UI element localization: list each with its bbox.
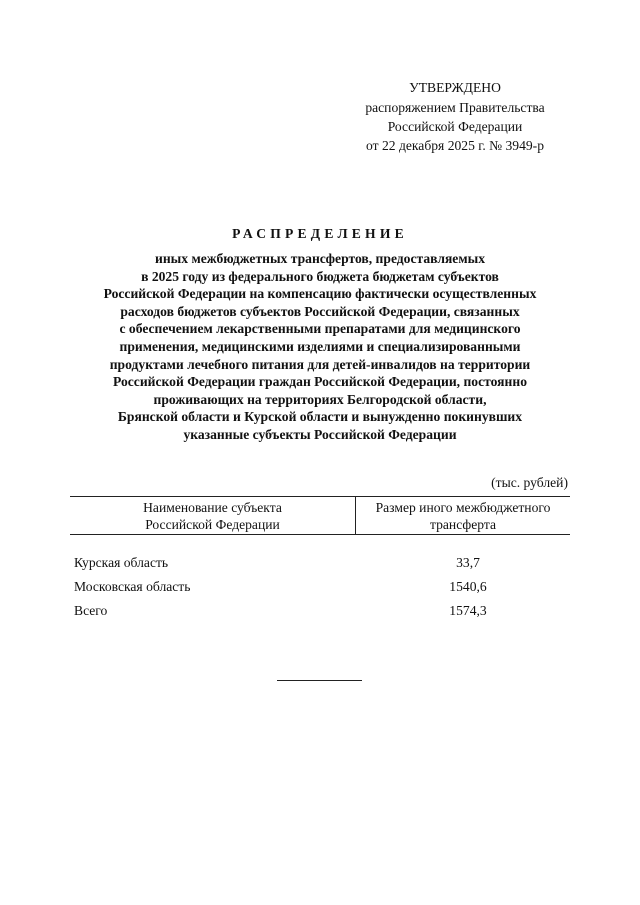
subtitle-line: проживающих на территориях Белгородской области, — [153, 391, 487, 407]
subtitle-line: указанные субъекты Российской Федерации — [183, 426, 457, 442]
row-amount: 1540,6 — [449, 579, 487, 594]
end-divider — [277, 680, 362, 681]
subtitle-line: Брянской области и Курской области и вынужденно покинувших — [117, 409, 523, 425]
document-subtitle — [60, 250, 580, 444]
approval-line: распоряжением Правительства — [365, 100, 545, 115]
row-amount: 1574,3 — [449, 603, 487, 618]
table-row — [70, 551, 570, 575]
distribution-table — [70, 496, 570, 623]
subtitle-line: с обеспечением лекарственными препаратами для медицинского — [119, 321, 521, 337]
subtitle-line: расходов бюджетов субъектов Российской Федерации, связанных — [120, 303, 520, 319]
subtitle-line: продуктами лечебного питания для детей-инвалидов на территории — [109, 356, 531, 372]
row-subject-name: Московская область — [74, 579, 191, 594]
approval-stamp — [340, 78, 570, 155]
row-subject-name: Курская область — [74, 555, 169, 570]
subtitle-line: применения, медицинскими изделиями и специализированными — [119, 338, 521, 354]
document-title: РАСПРЕДЕЛЕНИЕ — [232, 226, 408, 241]
table-header — [70, 496, 570, 535]
subtitle-line: Российской Федерации на компенсацию фактически осуществленных — [103, 286, 537, 302]
row-amount: 33,7 — [456, 555, 480, 570]
header-subject-name: Наименование субъекта Российской Федерации — [70, 497, 356, 534]
table-row — [70, 575, 570, 599]
table-row-total — [70, 599, 570, 623]
approval-line: от 22 декабря 2025 г. № 3949-р — [366, 138, 544, 153]
header-transfer-amount: Размер иного межбюджетного трансферта — [375, 500, 551, 532]
subtitle-line: иных межбюджетных трансфертов, предоставляемых — [155, 251, 485, 266]
unit-note: (тыс. рублей) — [491, 475, 568, 490]
subtitle-line: Российской Федерации граждан Российской Федерации, постоянно — [112, 374, 527, 390]
subtitle-line: в 2025 году из федерального бюджета бюджетам субъектов — [141, 268, 499, 284]
approval-title: УТВЕРЖДЕНО — [409, 80, 501, 95]
row-subject-name: Всего — [74, 603, 108, 618]
approval-line: Российской Федерации — [387, 119, 523, 134]
table-body — [70, 551, 570, 623]
